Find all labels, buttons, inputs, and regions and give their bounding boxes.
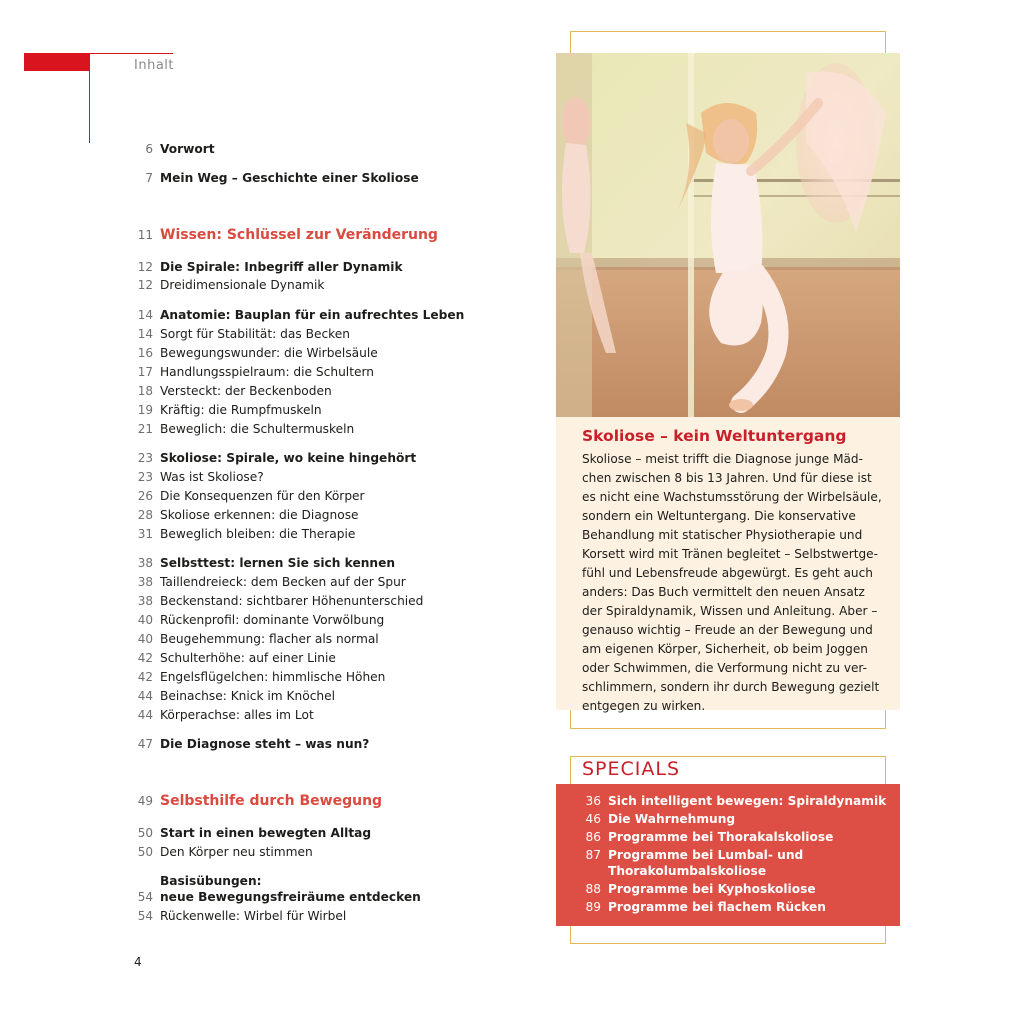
toc-page-number: 14 (137, 327, 153, 341)
specials-title: Programme bei Lumbal- und (608, 848, 804, 862)
specials-heading: SPECIALS (582, 758, 681, 780)
toc-page-number: 18 (137, 384, 153, 398)
specials-entry (556, 899, 900, 915)
toc-entry (120, 402, 540, 418)
toc-title: Die Konsequenzen für den Körper (160, 489, 365, 503)
specials-title: Die Wahrnehmung (608, 812, 736, 826)
toc-entry (120, 488, 540, 504)
toc-page-number: 47 (137, 737, 153, 751)
specials-title-continued: Thorakolumbalskoliose (608, 864, 767, 878)
specials-page-number: 86 (585, 830, 601, 844)
toc-entry (120, 170, 540, 186)
toc-title: Rückenprofil: dominante Vorwölbung (160, 613, 385, 627)
toc-title: Taillendreieck: dem Becken auf der Spur (160, 575, 406, 589)
feature-text-line: sondern ein Weltuntergang. Die konservative (582, 509, 856, 523)
specials-page-number: 89 (585, 900, 601, 914)
toc-title: Handlungsspielraum: die Schultern (160, 365, 374, 379)
toc-title: Beweglich bleiben: die Therapie (160, 527, 356, 541)
toc-page-number: 16 (137, 346, 153, 360)
toc-page-number: 44 (137, 689, 153, 703)
toc-page-number: 19 (137, 403, 153, 417)
specials-title: Sich intelligent bewegen: Spiraldynamik (608, 794, 887, 808)
feature-text-line: entgegen zu wirken. (582, 699, 706, 713)
toc-entry (120, 612, 540, 628)
toc-title: Beugehemmung: flacher als normal (160, 632, 379, 646)
toc-entry (120, 259, 540, 275)
toc-title: Anatomie: Bauplan für ein aufrechtes Leben (160, 308, 465, 322)
toc-title: Dreidimensionale Dynamik (160, 278, 325, 292)
toc-title: Bewegungswunder: die Wirbelsäule (160, 346, 378, 360)
toc-entry (120, 227, 540, 243)
toc-entry (120, 873, 540, 905)
toc-title: Sorgt für Stabilität: das Becken (160, 327, 350, 341)
toc-title: Die Spirale: Inbegriff aller Dynamik (160, 260, 403, 274)
specials-page-number: 87 (585, 848, 601, 862)
feature-text-line: oder Schwimmen, die Verformung nicht zu ver- (582, 661, 867, 675)
toc-page-number: 26 (137, 489, 153, 503)
feature-text-line: Korsett wird mit Tränen begleitet – Selbstwertge- (582, 547, 878, 561)
specials-title: Programme bei flachem Rücken (608, 900, 826, 914)
toc-page-number: 17 (137, 365, 153, 379)
page-number: 4 (134, 955, 142, 969)
toc-entry (120, 593, 540, 609)
toc-title: Mein Weg – Geschichte einer Skoliose (160, 171, 419, 185)
toc-page-number: 49 (137, 794, 153, 808)
specials-entry (556, 881, 900, 897)
toc-entry (120, 526, 540, 542)
toc-page-number: 23 (137, 451, 153, 465)
toc-title: Beweglich: die Schultermuskeln (160, 422, 355, 436)
toc-page-number: 38 (137, 556, 153, 570)
feature-text-line: schlimmern, sondern ihr durch Bewegung gezielt (582, 680, 880, 694)
specials-entry (556, 847, 900, 879)
toc-title: Wissen: Schlüssel zur Veränderung (160, 227, 438, 243)
toc-title: Versteckt: der Beckenboden (160, 384, 332, 398)
toc-title: Schulterhöhe: auf einer Linie (160, 651, 336, 665)
toc-entry (120, 844, 540, 860)
toc-page-number: 7 (145, 171, 153, 185)
header-rule-vertical (89, 53, 90, 143)
toc-page-number: 12 (137, 278, 153, 292)
toc-page-number: 11 (137, 228, 153, 242)
toc-entry (120, 736, 540, 752)
toc-title-continued: neue Bewegungsfreiräume entdecken (160, 890, 421, 904)
specials-entry (556, 829, 900, 845)
toc-title: Start in einen bewegten Alltag (160, 826, 372, 840)
toc-entry (120, 364, 540, 380)
toc-page-number: 21 (137, 422, 153, 436)
section-header-label: Inhalt (134, 58, 174, 73)
toc-page-number: 6 (145, 142, 153, 156)
specials-entry (556, 811, 900, 827)
toc-entry (120, 707, 540, 723)
toc-entry (120, 469, 540, 485)
toc-page-number: 54 (137, 909, 153, 923)
toc-entry (120, 307, 540, 323)
specials-entry (556, 793, 900, 809)
feature-text-line: am eigenen Körper, Sicherheit, ob beim Joggen (582, 642, 868, 656)
toc-title: Die Diagnose steht – was nun? (160, 737, 370, 751)
feature-title: Skoliose – kein Weltuntergang (582, 427, 847, 445)
toc-page-number: 28 (137, 508, 153, 522)
dancer-photo (556, 53, 900, 417)
toc-title: Engelsflügelchen: himmlische Höhen (160, 670, 386, 684)
toc-page-number: 50 (137, 845, 153, 859)
toc-page-number: 40 (137, 613, 153, 627)
toc-title: Was ist Skoliose? (160, 470, 264, 484)
toc-page-number: 38 (137, 575, 153, 589)
specials-list (556, 784, 900, 926)
toc-title: Skoliose erkennen: die Diagnose (160, 508, 359, 522)
toc-page-number: 54 (137, 890, 153, 904)
toc-title: Kräftig: die Rumpfmuskeln (160, 403, 322, 417)
toc-entry (120, 825, 540, 841)
toc-title: Beinachse: Knick im Knöchel (160, 689, 336, 703)
toc-page-number: 14 (137, 308, 153, 322)
toc-entry (120, 450, 540, 466)
feature-text-line: der Spiraldynamik, Wissen und Anleitung. Aber – (582, 604, 878, 618)
specials-title: Programme bei Kyphoskoliose (608, 882, 816, 896)
toc-entry (120, 669, 540, 685)
toc-page-number: 23 (137, 470, 153, 484)
toc-entry (120, 326, 540, 342)
specials-page-number: 36 (585, 794, 601, 808)
feature-body (582, 450, 894, 716)
specials-page-number: 88 (585, 882, 601, 896)
feature-text-line: fühl und Lebensfreude abgewürgt. Es geht auch (582, 566, 873, 580)
toc-page-number: 50 (137, 826, 153, 840)
toc-entry (120, 574, 540, 590)
feature-text-line: genauso wichtig – Freude an der Bewegung und (582, 623, 873, 637)
toc-page-number: 38 (137, 594, 153, 608)
toc-page-number: 12 (137, 260, 153, 274)
toc-page-number: 42 (137, 651, 153, 665)
toc-page-number: 40 (137, 632, 153, 646)
toc-title: Vorwort (160, 142, 215, 156)
toc-entry (120, 507, 540, 523)
toc-title: Den Körper neu stimmen (160, 845, 313, 859)
toc-entry (120, 908, 540, 924)
toc-title: Skoliose: Spirale, wo keine hingehört (160, 451, 417, 465)
toc-title: Rückenwelle: Wirbel für Wirbel (160, 909, 347, 923)
toc-entry (120, 793, 540, 809)
feature-text-line: Skoliose – meist trifft die Diagnose junge Mäd- (582, 452, 863, 466)
toc-entry (120, 555, 540, 571)
toc-entry (120, 141, 540, 157)
toc-page-number: 44 (137, 708, 153, 722)
toc-entry (120, 277, 540, 293)
specials-page-number: 46 (585, 812, 601, 826)
toc-title: Selbsttest: lernen Sie sich kennen (160, 556, 396, 570)
specials-title: Programme bei Thorakalskoliose (608, 830, 834, 844)
toc-entry (120, 345, 540, 361)
toc-title: Körperachse: alles im Lot (160, 708, 314, 722)
toc-page-number: 31 (137, 527, 153, 541)
header-rule-horizontal (89, 53, 173, 54)
feature-text-line: anders: Das Buch vermittelt den neuen Ansatz (582, 585, 865, 599)
toc-entry (120, 383, 540, 399)
toc-title: Selbsthilfe durch Bewegung (160, 793, 383, 809)
toc-entry (120, 688, 540, 704)
header-red-bar (24, 53, 90, 71)
feature-text-line: Behandlung mit statischer Physiotherapie und (582, 528, 863, 542)
feature-text-line: es nicht eine Wachstumsstörung der Wirbelsäule, (582, 490, 882, 504)
toc-entry (120, 421, 540, 437)
toc-entry (120, 631, 540, 647)
toc-entry (120, 650, 540, 666)
toc-title: Basisübungen: (160, 874, 262, 888)
feature-text-line: chen zwischen 8 bis 13 Jahren. Und für diese ist (582, 471, 872, 485)
toc-title: Beckenstand: sichtbarer Höhenunterschied (160, 594, 424, 608)
toc-page-number: 42 (137, 670, 153, 684)
